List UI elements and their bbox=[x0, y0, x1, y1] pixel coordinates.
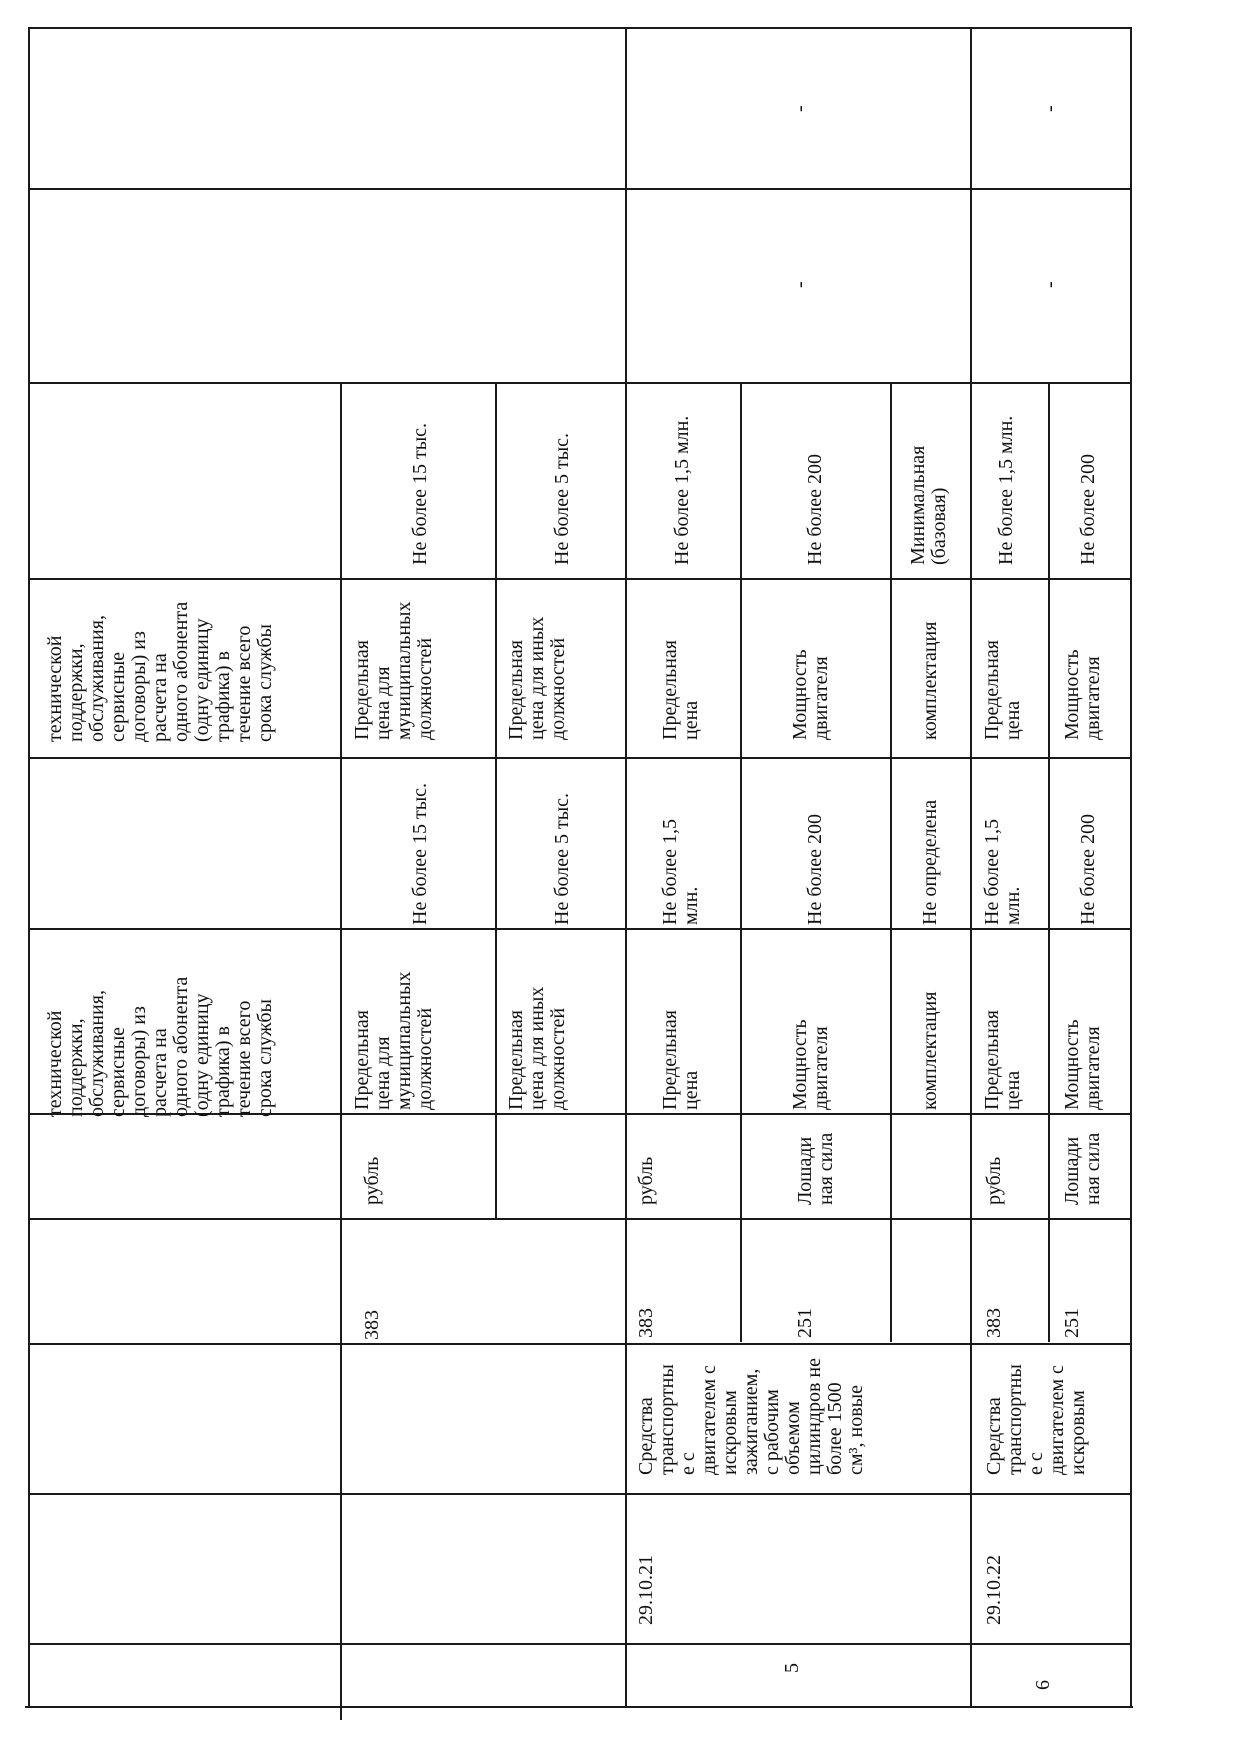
subrow-sep-5b bbox=[890, 382, 892, 1342]
cell-char-price-municipal-2: Предельная цена для муниципальных должностей bbox=[351, 601, 436, 740]
row5-char-power: Мощность двигателя bbox=[789, 1019, 832, 1110]
row5-char-equipment-b: комплектация bbox=[919, 621, 941, 740]
row6-number: 6 bbox=[1032, 1680, 1054, 1690]
row6-value-power: Не более 200 bbox=[1077, 814, 1099, 925]
row6-value-power-b: Не более 200 bbox=[1077, 454, 1099, 565]
row5-okei-383: 383 bbox=[635, 1308, 657, 1338]
frame-right bbox=[1130, 27, 1132, 1707]
row5-value-power: Не более 200 bbox=[804, 814, 826, 925]
row6-char-price: Предельная цена bbox=[981, 1010, 1024, 1110]
col-sep-char1 bbox=[30, 928, 1130, 930]
row-sep-5 bbox=[625, 27, 627, 1707]
row5-name: Средства транспортны е с двигателем с искровым зажиганием, с рабочим объемом цилиндров не более 1500 см³, новые bbox=[635, 1358, 867, 1475]
row5-dash-1: - bbox=[789, 281, 811, 288]
cell-okei-383-r4: 383 bbox=[361, 1310, 383, 1340]
cell-char-price-municipal: Предельная цена для муниципальных должностей bbox=[351, 971, 436, 1110]
row6-dash-1: - bbox=[1039, 281, 1061, 288]
col-sep-okei bbox=[30, 1218, 1130, 1220]
subrow-sep-6a bbox=[1048, 382, 1050, 1342]
cell-char-name-1: технической поддержки, обслуживания, сервисные договоры) из расчета на одного абонента (одну единицу трафика) в течение всего срока службы bbox=[44, 976, 276, 1117]
row5-dash-2: - bbox=[789, 105, 811, 112]
row6-dash-2: - bbox=[1039, 105, 1061, 112]
row5-okpd-code: 29.10.21 bbox=[635, 1555, 657, 1625]
row6-value-price-b: Не более 1,5 млн. bbox=[995, 415, 1017, 565]
row6-value-price: Не более 1,5 млн. bbox=[981, 819, 1024, 925]
frame-bottom bbox=[25, 1706, 1133, 1708]
cell-value-15k: Не более 15 тыс. bbox=[409, 782, 431, 925]
subrow-sep-4a bbox=[340, 382, 342, 1720]
subrow-sep-4b bbox=[495, 382, 497, 1220]
row6-char-price-b: Предельная цена bbox=[981, 640, 1024, 740]
row5-char-price: Предельная цена bbox=[659, 1010, 702, 1110]
cell-char-price-other-2: Предельная цена для иных должностей bbox=[505, 616, 569, 740]
cell-char-name-2: технической поддержки, обслуживания, сервисные договоры) из расчета на одного абонента (одну единицу трафика) в течение всего срока службы bbox=[44, 601, 276, 742]
cell-unit-ruble-r4: рубль bbox=[361, 1156, 383, 1205]
col-sep-num bbox=[30, 1643, 1130, 1645]
row-sep-6 bbox=[970, 27, 972, 1707]
row5-unit-hp: Лошади ная сила bbox=[794, 1132, 837, 1205]
row6-unit-ruble: рубль bbox=[983, 1156, 1005, 1205]
cell-char-price-other: Предельная цена для иных должностей bbox=[505, 986, 569, 1110]
row5-char-price-b: Предельная цена bbox=[659, 640, 702, 740]
row6-char-power: Мощность двигателя bbox=[1061, 1019, 1104, 1110]
row5-value-equipment: Не определена bbox=[919, 799, 941, 925]
row5-value-price: Не более 1,5 млн. bbox=[659, 819, 702, 925]
frame-left bbox=[28, 27, 30, 1707]
row6-name: Средства транспортны е с двигателем с искровым bbox=[983, 1364, 1089, 1475]
cell-value-15k-2: Не более 15 тыс. bbox=[409, 422, 431, 565]
row5-unit-ruble: рубль bbox=[635, 1156, 657, 1205]
row6-okei-383: 383 bbox=[983, 1308, 1005, 1338]
row5-number: 5 bbox=[781, 1663, 803, 1673]
col-sep-val1 bbox=[30, 757, 1130, 759]
col-sep-extra bbox=[30, 188, 1130, 190]
row6-okei-251: 251 bbox=[1061, 1308, 1083, 1338]
cell-value-5k: Не более 5 тыс. bbox=[551, 792, 573, 925]
row5-okei-251: 251 bbox=[794, 1308, 816, 1338]
row5-char-equipment: комплектация bbox=[919, 991, 941, 1110]
col-sep-val2 bbox=[30, 382, 1130, 384]
row5-value-power-b: Не более 200 bbox=[804, 454, 826, 565]
row5-value-price-b: Не более 1,5 млн. bbox=[671, 415, 693, 565]
col-sep-code bbox=[30, 1493, 1130, 1495]
row5-value-equipment-b: Минимальная (базовая) bbox=[907, 445, 950, 565]
cell-value-5k-2: Не более 5 тыс. bbox=[551, 432, 573, 565]
row5-char-power-b: Мощность двигателя bbox=[789, 649, 832, 740]
row6-unit-hp: Лошади ная сила bbox=[1061, 1132, 1104, 1205]
col-sep-name bbox=[30, 1343, 1130, 1345]
col-sep-char2 bbox=[30, 578, 1130, 580]
row6-okpd-code: 29.10.22 bbox=[983, 1555, 1005, 1625]
row6-char-power-b: Мощность двигателя bbox=[1061, 649, 1104, 740]
frame-top bbox=[30, 27, 1130, 29]
subrow-sep-5a bbox=[740, 382, 742, 1342]
